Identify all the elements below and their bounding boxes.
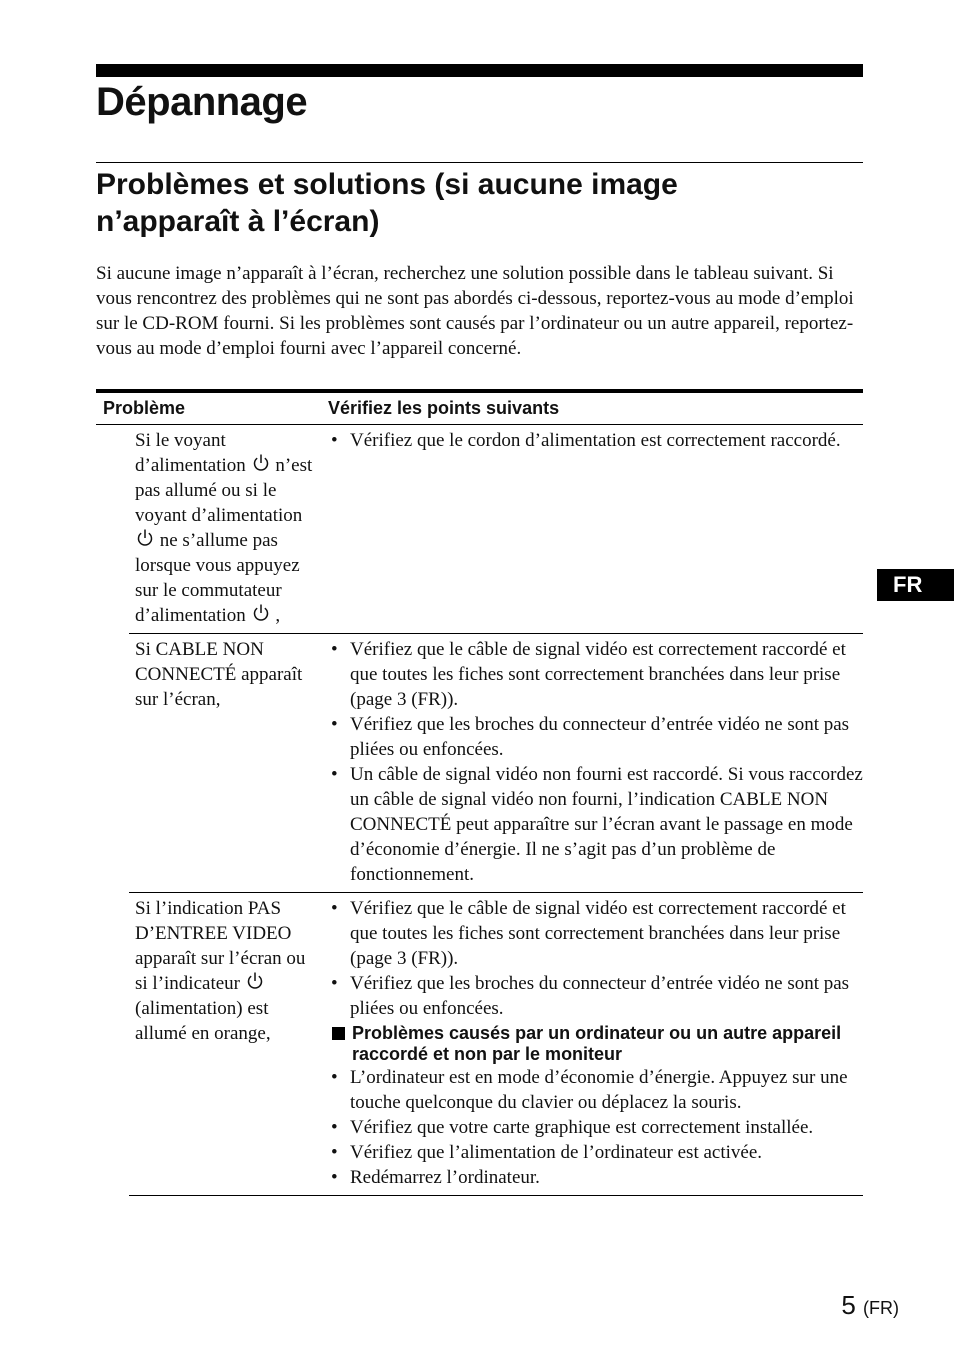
problem-text: ne s’allume pas lorsque vous appuyez sur le commutateur d’alimentation	[135, 530, 300, 626]
page-number	[841, 1290, 899, 1321]
power-icon	[135, 528, 155, 548]
section-title	[96, 166, 678, 240]
power-icon	[251, 453, 271, 473]
problem-text: ,	[275, 605, 281, 626]
check-list	[330, 896, 863, 1021]
square-bullet-icon	[332, 1027, 345, 1040]
check-cell	[315, 893, 863, 1195]
subheading-text: Problèmes causés par un ordinateur ou un autre appareil raccordé et non par le moniteur	[352, 1023, 842, 1064]
check-list	[330, 428, 863, 453]
intro-paragraph: Si aucune image n’apparaît à l’écran, recherchez une solution possible dans le tableau suivant. Si vous rencontrez des problèmes qui ne sont pas abordés ci-dessous, reportez-vous au mode d’emploi sur le CD-ROM fourni. Si les problèmes sont causés par l’ordinateur ou un autre appareil, reportez-vous au mode d’emploi fourni avec l’appareil concerné.	[96, 263, 854, 359]
page-title: Dépannage	[96, 80, 308, 124]
title-rule	[96, 64, 863, 77]
check-item: • L’ordinateur est en mode d’économie d’énergie. Appuyez sur une touche quelconque du clavier ou déplacez la souris.	[330, 1065, 863, 1115]
check-item: • Un câble de signal vidéo non fourni est raccordé. Si vous raccordez un câble de signal vidéo non fourni, l’indication CABLE NON CONNECTÉ peut apparaître sur l’écran avant le passage en mode d’économie d’énergie. Il ne s’agit pas d’un problème de fonctionnement.	[330, 762, 863, 887]
power-icon	[245, 971, 265, 991]
problem-cell	[129, 893, 315, 1195]
problem-text: n’est pas allumé ou si le voyant d’alimentation	[135, 455, 313, 526]
check-cell	[315, 634, 863, 892]
table-header	[96, 389, 863, 425]
check-item: • Vérifiez que les broches du connecteur d’entrée vidéo ne sont pas pliées ou enfoncées.	[330, 971, 863, 1021]
problem-text: Si CABLE NON CONNECTÉ apparaît sur l’écran,	[135, 639, 303, 710]
header-check: Vérifiez les points suivants	[328, 398, 560, 418]
power-icon	[251, 603, 271, 623]
problem-cell	[129, 425, 315, 633]
section-title-line2: n’apparaît à l’écran)	[96, 205, 380, 238]
check-item: • Vérifiez que le câble de signal vidéo est correctement raccordé et que toutes les fiches sont correctement branchées dans leur prise (page 3 (FR)).	[330, 637, 863, 712]
check-list	[330, 637, 863, 887]
problem-text: Si l’indication PAS D’ENTREE VIDEO apparaît sur l’écran ou si l’indicateur	[135, 898, 306, 994]
problem-text: (alimentation) est allumé en orange,	[135, 998, 271, 1044]
page-number-value: 5	[841, 1290, 856, 1320]
check-item: • Vérifiez que le cordon d’alimentation est correctement raccordé.	[330, 428, 863, 453]
check-item: • Vérifiez que votre carte graphique est correctement installée.	[330, 1115, 863, 1140]
check-item: • Vérifiez que l’alimentation de l’ordinateur est activée.	[330, 1140, 863, 1165]
problem-cell	[129, 634, 315, 892]
check-item: • Vérifiez que le câble de signal vidéo est correctement raccordé et que toutes les fiches sont correctement branchées dans leur prise (page 3 (FR)).	[330, 896, 863, 971]
table-row	[129, 634, 863, 893]
table-row	[129, 425, 863, 634]
section-title-line1: Problèmes et solutions (si aucune image	[96, 168, 678, 201]
table-row	[129, 893, 863, 1196]
subheading	[330, 1023, 863, 1065]
check-cell	[315, 425, 863, 633]
section-rule	[96, 162, 863, 163]
page-number-suffix: (FR)	[863, 1298, 899, 1318]
check-list	[330, 1065, 863, 1190]
check-item: • Vérifiez que les broches du connecteur d’entrée vidéo ne sont pas pliées ou enfoncées.	[330, 712, 863, 762]
check-item: • Redémarrez l’ordinateur.	[330, 1165, 863, 1190]
header-problem: Problème	[103, 398, 186, 418]
problem-text: Si le voyant d’alimentation	[135, 430, 246, 476]
troubleshooting-table	[96, 389, 863, 1196]
language-tab: FR	[877, 569, 954, 601]
